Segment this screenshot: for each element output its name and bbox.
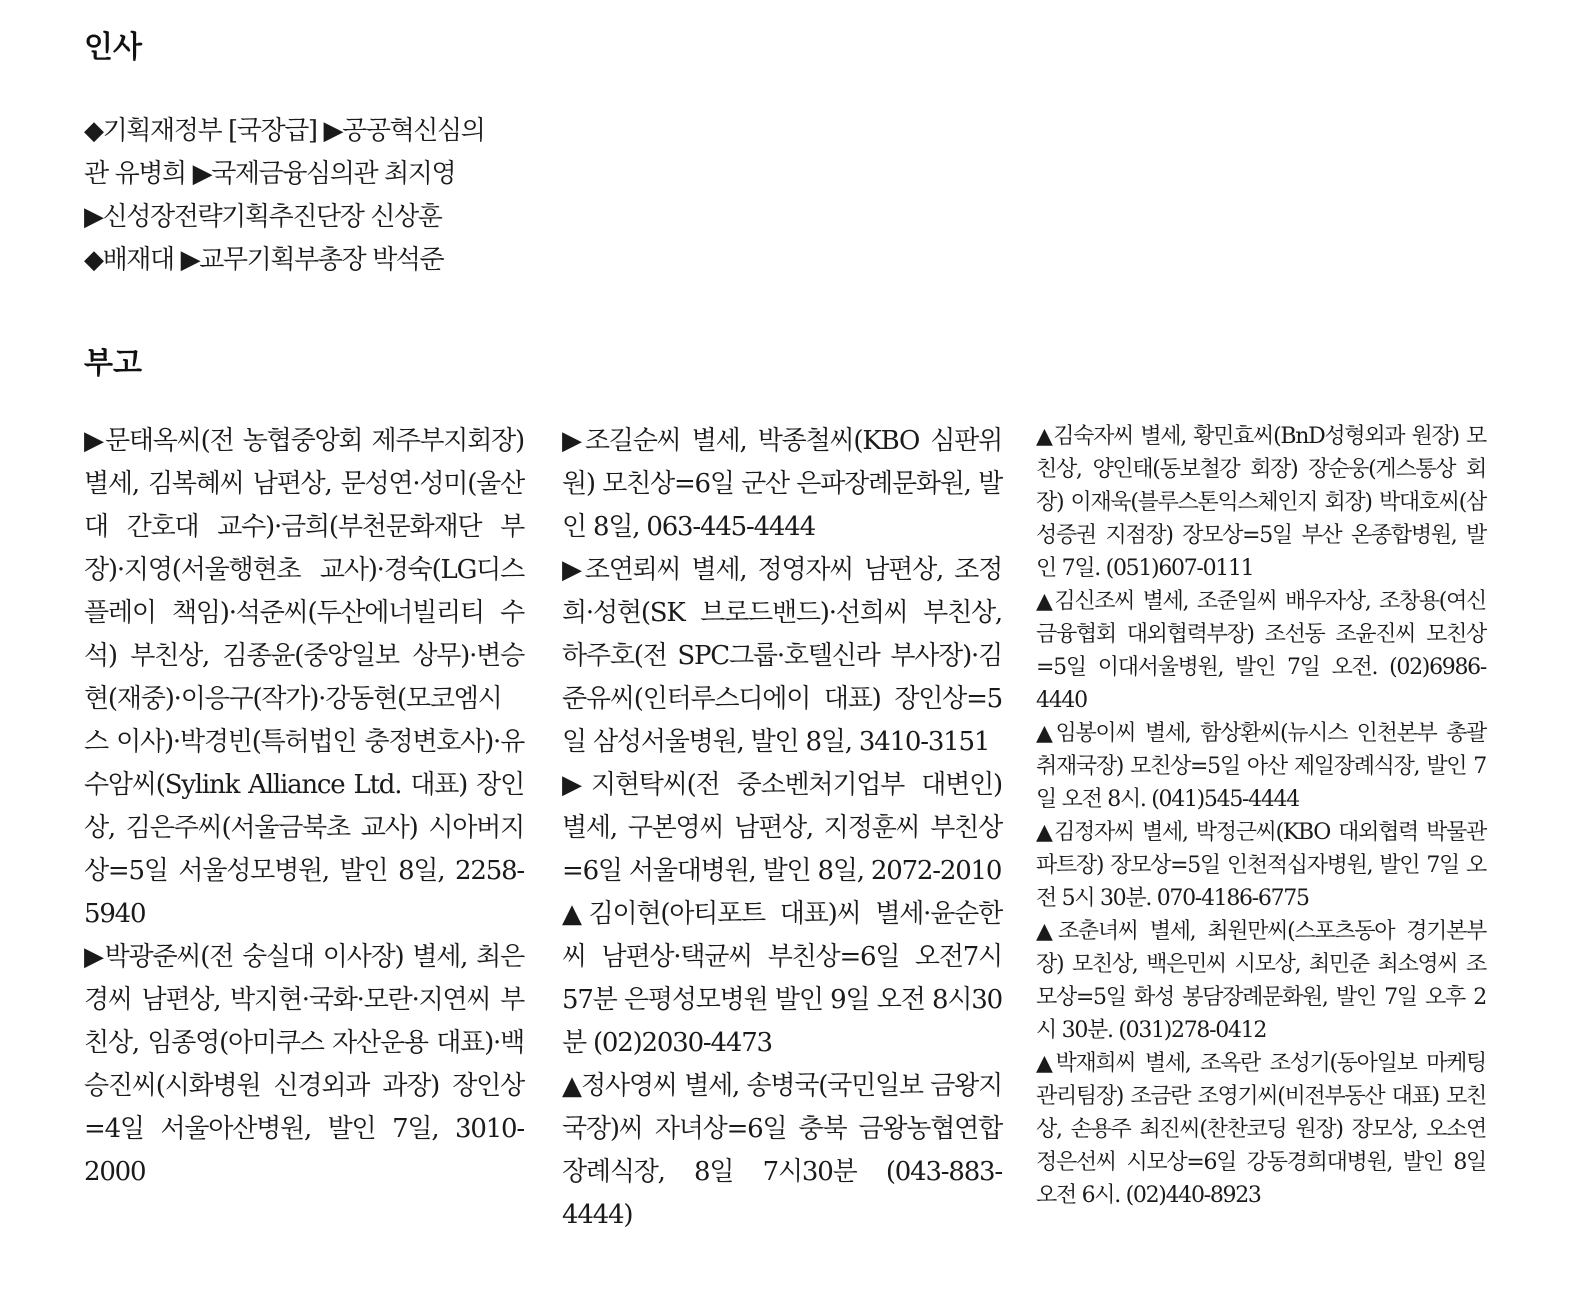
obituary-entry: ▲정사영씨 별세, 송병국(국민일보 금왕지국장)씨 자녀상=6일 충북 금왕농협연합장례식장, 8일 7시30분 (043-883-4444) xyxy=(562,1071,1002,1230)
section-title-obituaries: 부고 xyxy=(84,346,142,381)
obituary-entry: ▲김숙자씨 별세, 황민효씨(BnD성형외과 원장) 모친상, 양인태(동보철강 회장) 장순웅(게스통상 회장) 이재욱(블루스톤익스체인지 회장) 박대호씨(삼성증권 지점장) 장모상=5일 부산 온종합병원, 발인 7일. (051)607-0111 xyxy=(1036,424,1486,581)
obituary-column-2 xyxy=(562,420,1002,1237)
obituary-entry: ▲박재희씨 별세, 조옥란 조성기(동아일보 마케팅관리팀장) 조금란 조영기씨(비전부동산 대표) 모친상, 손용주 최진씨(찬찬코딩 원장) 장모상, 오소연 정은선씨 시모상=6일 강동경희대병원, 발인 8일 오전 6시. (02)440-8923 xyxy=(1036,1051,1486,1208)
appointment-line: 관 유병희 ▶국제금융심의관 최지영 xyxy=(84,159,456,189)
obituary-entry: ▶조연뢰씨 별세, 정영자씨 남편상, 조정희·성현(SK 브로드밴드)·선희씨 부친상, 하주호(전 SPC그룹·호텔신라 부사장)·김준유씨(인터루스디에이 대표) 장인상=5일 삼성서울병원, 발인 8일, 3410-3151 xyxy=(562,555,1002,757)
obituary-entry: ▶지현탁씨(전 중소벤처기업부 대변인) 별세, 구본영씨 남편상, 지정훈씨 부친상=6일 서울대병원, 발인 8일, 2072-2010 xyxy=(562,770,1002,886)
obituary-entry: ▶문태옥씨(전 농협중앙회 제주부지회장) 별세, 김복혜씨 남편상, 문성연·성미(울산대 간호대 교수)·금희(부천문화재단 부장)·지영(서울행현초 교사)·경숙(LG디스플레이 책임)·석준씨(두산에너빌리티 수석) 부친상, 김종윤(중앙일보 상무)·변승현(재중)·이응구(작가)·강동현(모코엠시스 이사)·박경빈(특허법인 충정변호사)·유수암씨(Sylink Alliance Ltd. 대표) 장인상, 김은주씨(서울금북초 교사) 시아버지상=5일 서울성모병원, 발인 8일, 2258-5940 xyxy=(84,426,524,929)
obituary-entry: ▶박광준씨(전 숭실대 이사장) 별세, 최은경씨 남편상, 박지현·국화·모란·지연씨 부친상, 임종영(아미쿠스 자산운용 대표)·백승진씨(시화병원 신경외과 과장) 장인상=4일 서울아산병원, 발인 7일, 3010-2000 xyxy=(84,942,524,1187)
obituary-entry: ▶조길순씨 별세, 박종철씨(KBO 심판위원) 모친상=6일 군산 은파장례문화원, 발인 8일, 063-445-4444 xyxy=(562,426,1002,542)
appointment-line: ▶신성장전략기획추진단장 신상훈 xyxy=(84,202,442,232)
appointment-line: ◆배재대 ▶교무기획부총장 박석준 xyxy=(84,245,444,275)
obituary-column-3 xyxy=(1036,420,1486,1212)
obituary-entry: ▲김신조씨 별세, 조준일씨 배우자상, 조창용(여신금융협회 대외협력부장) 조선동 조윤진씨 모친상=5일 이대서울병원, 발인 7일 오전. (02)6986-4440 xyxy=(1036,589,1486,713)
obituary-entry: ▲김정자씨 별세, 박정근씨(KBO 대외협력 박물관 파트장) 장모상=5일 인천적십자병원, 발인 7일 오전 5시 30분. 070-4186-6775 xyxy=(1036,820,1486,911)
appointments-list xyxy=(84,110,524,282)
obituary-entry: ▲임봉이씨 별세, 함상환씨(뉴시스 인천본부 총괄취재국장) 모친상=5일 아산 제일장례식장, 발인 7일 오전 8시. (041)545-4444 xyxy=(1036,721,1486,812)
appointment-line: ◆기획재정부 [국장급] ▶공공혁신심의 xyxy=(84,116,485,146)
obituary-entry: ▲김이현(아티포트 대표)씨 별세·윤순한씨 남편상·택균씨 부친상=6일 오전7시57분 은평성모병원 발인 9일 오전 8시30분 (02)2030-4473 xyxy=(562,899,1002,1058)
section-title-appointments: 인사 xyxy=(84,30,142,65)
obituary-column-1 xyxy=(84,420,524,1194)
obituary-entry: ▲조춘녀씨 별세, 최원만씨(스포츠동아 경기본부장) 모친상, 백은민씨 시모상, 최민준 최소영씨 조모상=5일 화성 봉담장례문화원, 발인 7일 오후 2시 30분. (031)278-0412 xyxy=(1036,919,1486,1043)
